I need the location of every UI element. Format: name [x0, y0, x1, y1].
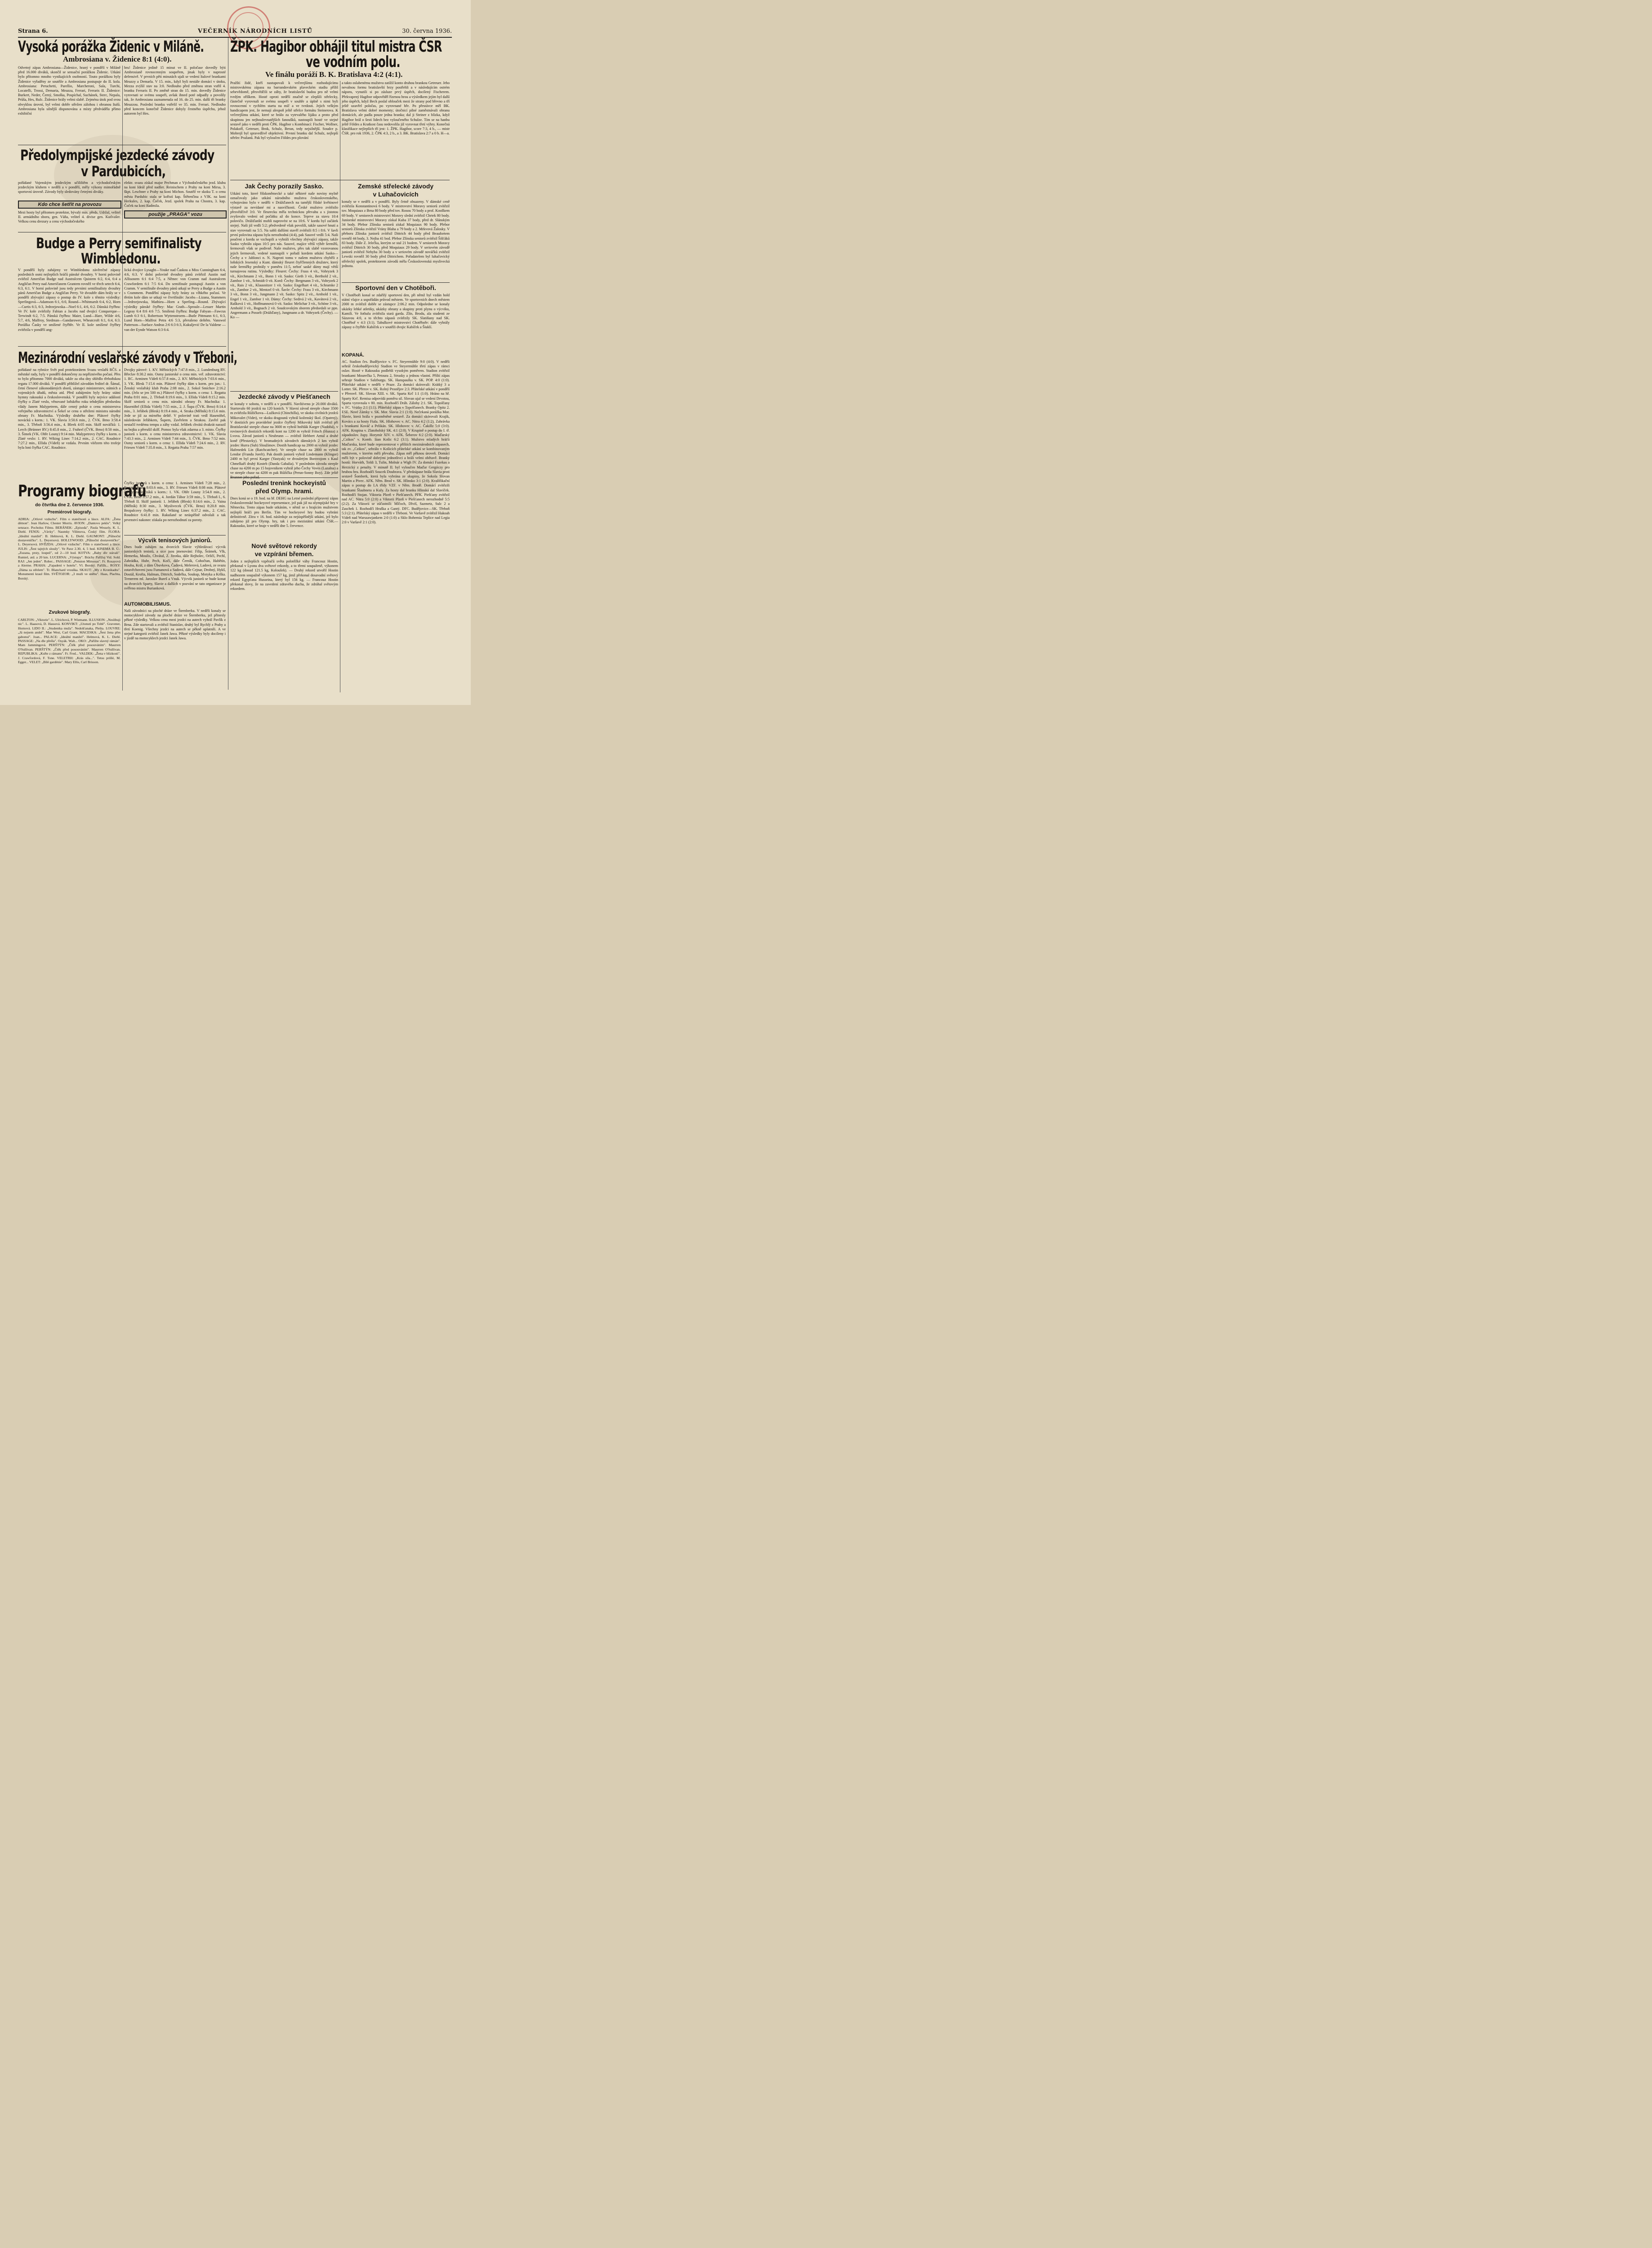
praga-ad-top: Kdo chce šetřit na provozu	[18, 201, 121, 209]
newspaper-name: VEČERNÍK NÁRODNÍCH LISTŮ	[198, 28, 313, 35]
newspaper-page	[0, 0, 471, 705]
biografy-sound-heading: Zvukové biografy.	[49, 610, 91, 615]
veslarske-col1: pořádané na rybníce Svět pod protektorátem Svazu veslařů RČS. a městské rady, byly v pondělí dokončeny za nepříznivého počasí. Přes to bylo přítomno 7000 diváků, takže za oba dny shlédlo třeboňskou regatu 17.000 diváků. V pondělí přihlížel závodům ředitel dr. Šámal, četní členové zákonodárných sborů, zástupci ministerstev, státních a vojenských úřadů, města atd. Před zahájením byly hrány státní hymny rakouská a československá. V pondělí byly nejvíce událostí čtyřky o Zlaté veslo, věnované loňského roku tehdejším předsedou vlády Janem Malypetrem, dále cenný pohár o cenu ministerstva veřejného zdravotnictví a Šekel se cenu o střeženi ministra národní obrany Fr. Machníka. Výsledky druhého dne: Plátové čtyřky novácků s korm.: 1. VK. Slavia 3:50.6 min., 2. ČVK. Brno 3:58.4 min., 3. Třeboň 3:56.4 min., 4. Bleek 4:05 min. Skiff nováčků: 1. Lerch (Brünner RV.) 8:45.8 min., 2. Frahrel (ČVK. Brno) 8:50 min., 3. Šimek (VK. Ohře Louny) 9:14 min. Malypetrovy čtyřky s korm. o Zlaté veslo: 1. RV. Wiking Linec 7:14.2 min., 2. CAC. Roudnice 7:27.2 min., Ellida (Vídeň) se vzdala. Prvním vítězem této trofeje byla loni čtyřka CAC. Roudnice.	[18, 368, 121, 450]
headline-zidenice: Vysoká porážka Židenic v Miláně.	[18, 38, 204, 56]
kopana-text: AC. Stadion čes. Budějovice v. FC. Steyermühle 9:0 (4:0). V neděli sehrál českobudějovický Stadion ve Steyermühle třetí zápas v rámci oslav. Hosté v Rakousku podlehli vysokým poměrem. Stadion zvítězil brankami Mourečka 5, Petoura 2, Strusky a jednou vlastní. Příští zápas sehraje Stadion v Salzburgu. SK. Hanspaulka v. SK. POP. 4:0 (1:0). Přátelské utkání v neděli v Praze. Za domácí skórovali: Krátký 3 a Lotter. SK. Přerov v. SK. Rolný Prostějov 2:3. Přátelské utkání v pondělí v Přerově. SK. Slovan XIII. v. SK. Sparta Krč 1:1 (1:0). Hráno na hř. Sparty Krč. Remisa odpovídá poměru sil. Slovan ujal se vedení Drvotou, Sparta vyrovnala v 80. min. Rozhodčí Dráb. Zálohy 2:1. SK. Topolčany v. FC. Vrútky 2:1 (1:1). Přátelský zápas v Topolčanech. Branky Opitz 2. ESE. Nové Zámky v. SK. Mor. Slavia 2:1 (1:0). Nečekaná porážka Mor. Slavie, která hrála v pozměněné sestavě. Za domácí skórovali Krajík, Kovács a za hosty Fiala. SK. Hlohovec v. AC. Nitra 4:2 (1:2). Zahrávka s brankami Kováč a Pelikán. SK. Hlohovec v. AC. Čakillz 5:0 (3:0). AFK. Krupina v. Zlatoholský SK. 4:1 (2:0). V Krupině o postup do I. tř. západoslov. župy. Horymír XIV. v. AFK. Šeberov 6:2 (2:0). Maďarský „Czikos" v. Komb. Iáan Košic 6:2 (3:1). Mužstvo mladých hráčů Maďarska, které bude reprezentovat v příštích mezinárodních zápasech, tak zv. „Czikos", sehrálo v Košicích přátelské utkání se kombinovaným mužstvem, v kterém měli převahu. Zápas měl pěknou úroveň. Domácí měli být v polovině dobrými jednotlivci a hráli velmi obětavě. Branky hostů: Horváth, Toldi 3, Tulin, Molnár a Wigh IV. Za domácí Fazekas a Herzický z penalty. V minutě II. byl vyloučen Maďar Gergóczy pro hrubou hru. Rozhodčí Soucek Doubrava. V předzápase hrála Slavia proti sestavě Šomberk, která byla vybrána ze skupiny, že Sokola Slovan Martin a Pivec. AFK. Něm. Brod v. SK. Hlinsko 3:1 (2:0). Kvalifikační zápas o postup do I.A třídy VZF. v Něm. Brodě. Domácí zvítězili brankami Šlaubnera a Kuly. Za hosty dal branku Hlinská dal Slavíček. Rozhodčí Stojan. Viktoria Plzeň v Piešťanech. PFK. Piešťany zvítězil nad AC. Nitra 5:0 (2:0) a Viktorii Plzeň v Piešťanech nerozhodně 5:5 (2:2). Za Viktorii se zúčastnili: Mlčoch, Dlviš, Sazmetz, Sulc 2 a Zaschek 1. Rozhodčí Hruška a Gantý. DFC. Budějovice—SK. Třeboň 5:3 (2:1). Přátelský zápas v neděli v Třeboni. Ve Varšavě zvítězil Hakoah Vídeň nad Warszawjankem 2:0 (1:0) a Sklo Bohemia Teplice nad Legia 2:0 v Varšavě 2:1 (2:0).	[342, 360, 450, 525]
headline-chotebor: Sportovní den v Chotěboři.	[355, 284, 436, 291]
hagibor-col1: Pražští židé, kteří nastupovali k večerejšímu rozhodujícímu mistrovskému zápasu na barrandovském plaveckém stadiu příliš sebevědomě, přesvědčili se záhy, že bratislavští budou pro ně velmi tvrdým oříškem. Hosté oproti nedělí značně se zlepšili střelecky, částečně vyrovnali se svému soupeři v souhře a úplně s nimi byli rovnocenní v rychlém startu na míč a ve tvrdosti. Jejich velkým handicapem jest, že nemají alespoň ještě střelce formátu Steinerova. K večerejšímu utkání, které se hrálo za vytrvalého lijáku a proto před skupinou jen nejhouževnatějších fanoušků, nastoupili hosté ve stejné sestavě jako v neděli proti ČPK. Hagibor s Kombinací: Fischer, Wollner, Polakoff, Getreuer, Brok, Schulz, Beran, tedy nejsilnější. Soudce p. Mobrejš byl spravedlivě objektivní. Prvnní branku dal Schulz, nejlepší střelec Pražanů. Pak byl vyloučen Földes pro plování	[230, 81, 338, 140]
tenisovych-text: Dnes bude zahájen na dvorcích Slavie výhledávací výcvik juniorských tenistů, a sice jsou jmenováni: Filip, Šrámek, Vlk, Hemerka, Moulis, Chvátal, Z. Jirotka, dále Rejholec, Orličí, Pechl, Zahrádka, Hubr, Pech, Kočí, dále Černík, Cohočtan, Habětín, Houba, Král, z dám Úbuvkova, Čadová, Melerová, Ladová, ze svazu zotavěchoveni jsou Fumanová a Sadová, dále Cejnar, Drobný, Hykš, Dostál, Krofta, Halman, Dittrich, Sodelka, Soukup, Motyka a Krška. Trenerem ml. Jaroslav Bureš a Vnuk. Výcvik juniorů se bude konat na dvorcích Sparty, Slavie a dalších v pozvání se tato organizace je svěřeno mistru Burianková.	[124, 545, 226, 590]
headline-strelecke-2: v Luhačovicích	[373, 191, 419, 198]
praga-ad-bottom: použije „PRAGA" vozu	[124, 210, 227, 219]
section-rule	[18, 346, 226, 347]
headline-kopana: KOPANÁ.	[342, 352, 364, 358]
chotebor-text: V Chotěboři konal se zdařilý sportovní den, při němž byl vzdán hold státní vlajce a uspořádán průvod městem. Ve sportovních dnech městem 2000 m zvítězil dobře se zástupce 2:06.2 min. Odpoledne se konaly ukázky lehké atletiky, ukázky obrany a skupiny proti plynu o výcviku, Kamili. Ve fotbalu zvítězila stará garda. Zlín, Brodu, ala studenti ze Sázavou 4:0, a to těchto zápasů zvítězily SK. Slatiňany nad SK. Chotěboř v 4:3 (3:1). Tabulkové mistrovství Chotěboře: dále vyhrály zápasy o čtyřhře Kabíček a v soutěži dvojic Kabíček a Šiuklí.	[342, 293, 450, 330]
page-number: Strana 6.	[18, 28, 48, 35]
headline-veslarske: Mezinárodní veslařské závody v Třeboni,	[18, 349, 237, 367]
section-rule	[230, 391, 338, 392]
headline-hagibor-1: ŽPK. Hagibor obhájil titul mistra ČSR	[230, 38, 442, 56]
headline-jezdecke-2: v Pardubicích,	[81, 163, 166, 180]
jezdecke-col1: pořádané Vojenským jezdeckým učilištěm a východočeským jezdeckým klubem v neděli a v pondělí, měly výkony mimořádně sportovní úrovně. Závody byly sledovány četnými diváky.	[18, 181, 121, 194]
budge-col2: lická dvojice Lysaght—Youke nad Časkou a Miss Cunningham 6:4, 4:6, 6:3. V dolní polovině dvouhry pánů zvítězil Austin nad Allisonem 6:1 6:4 7:5, a Němec von Cramm nad Australcem Crawfordem 6:1 7:5 6:4. Do semifinale postupují Austin a von Cramm. V semifinále dvouhry pánů utkají se Perry a Budge a Austin s Crammem. Pondělní zápasy byly hrány za vlhkého počasí. Ve třetím kole dám se utkají ve čtvrtfinále: Jacobs—Lizana, Stammers—Jedrzejowska, Mathieu—Horn a Sperling—Round. Zbývající výsledky pánské čtyřhry: Mac Grath—Sproule—Lesuer Martin Legeay 6:4 8:6 4:6 7:5. Smíšená čtyřhra: Budge Fabyan—Fawcus Lumb 6:3 6:1, Robertson Wyttenstroem—Butle Pittmann 6:1, 6:3, Lund Horn—Malfroi Petra 4:6 5:3, přerušeno deštěm. Vanswol Patterson—Surface Andrus 2:6 6:3 6:3, Kukuljević De la Valdene —van der Eynde Watson 6:3 6:4.	[124, 268, 226, 332]
biografy-date: do čtvrtka dne 2. července 1936.	[35, 503, 104, 508]
jezdecke-col1b: Mezi hosty byl přítomen protektor, bývalý min. předs. Udržal, velitel II. armádního sboru, gen. Váňa, velitel 4. divise gen. Kutlvašer. Velkou cenu drezury a cenu východočeského	[18, 210, 121, 224]
sasko-text: Utkání toto, které říšskoněmecké a také některé naše noviny mylně označovaly jako utkání národního mužstva československého, vybojováno bylo v neděli v Drážďanech na tamější říšské květinové výstavě za nevídané mi a nasvíčkosti. České mužstvo zvítězilo přesvědčivě 3:0. Ve fleurecku měla technickou převahu a s jistotou zvyšovalo vedení od počátku až do konce. Teprve za stavu 10:4 polovičo. Drážďanští mohli naprovést se na 10:6. V kordu byl začátek stejný. Naši již vedli 5:2; předvedeně však povolili, takže sasové hnutí a stav vyrovnali na 5:5. Na sabli dalšími stavěl zvítězili 8:5 i 8:6. V šavli první polovina zápasu byla nerozhodná (4:4), pak Sasové vedli 5:4. Naši poučeni z kordu se vzchopili a vyhráli všechny zbývající zápasy, takže Sasko vyhrálo zápas 10:5 pro nás. Sasové, majíce větší výběr šermířů, šermovali však se podivně. Naše mužstvo, přes tak slabě vzorovanou jejich šermovali, vedené nastoupili v pořadí kordem utkání Sasko—Čechy a v Jablonci n. N. Naproti tomu v našem mužstvu chyběli z loňských Jesenský a Kunt. dámský fleuret čtyřčlenných družstev, který naše šermířky prohrály v poměru 11:5, neboť saské dámy mají větší turnajovou rutinu. Výsledky: Fleuret: Čechy: Frass 4 vít., Vohryzek 3 vít., Kirchmann 2 vít., Bonn 1 vít. Sasko: Gieth 3 vít., Berthold 2 vít., Zambor 1 vít., Schmidt 0 vít. Kord: Čechy: Bergmann 3 vít., Vohryzek 2 vít., Rais 2 vít., Klausnitzer 1 vít. Sasko: Engelhart 4 vít., Schramke 2 vít., Zambor 2 vít., Mentzel 0 vít. Šavle: Čechy: Frass 3 vít., Kirchmann 3 vít., Bonn 3 vít., Jungmann 2 vít. Sasko: Spitz 2 vít., Arnhold 1 vít., Engel 1 vít., Zambor 1 vít. Dámy: Čechy: Sedivá 2 vít., Kavátová 2 vít., Rašková 1 vít., Hoffmannová 0 vít. Sasko: Melichar 3 vít., Schöne 3 vít., Arnhold 3 vít., Bognach 2 vít. Soudcovským sborem předsedali se ppn. Angermann a Posselt (Drážďany), Jungmann a dr. Vohryzek (Čechy). — Ko —	[230, 192, 338, 320]
zidenice-col1: Odvetný zápas Ambrosiana—Židenice, hraný v pondělí v Miláně před 16.000 diváků, skončil se sensační porážkou Židenic. Utkání bylo přítomno mnoho vynikajících osobností. Touto porážkou byly Židenice vyřaděny ze soutěže a Ambrosiana postupuje do II. kola. Ambrosiana: Peruchetti, Parellio, Marcheroni, Sala, Turchi, Locatelli, Trossi, Demaria, Meazza, Ferrari, Ferraris II. Židenice: Burkert, Neder, Černý, Smolka, Pospíchal, Suchánek, Sterc, Nepala, Průša, Hes, Rulc. Židenice hrály velmi slabě. Zejména útok pod svou obvyklou úrovní, byl velmi dobře střežen zálohou i obranou Italů. Ambrosiana byla silnější disponována a místy předváděla přímo exhibiční	[18, 66, 121, 116]
issue-date: 30. června 1936.	[402, 28, 452, 35]
veslarske-col2: Dvojky párové: 1. KV. Mělnických 7:47.8 min., 2. Lundenburg RV. Břeclav 8:30.2 min. Osmy juniorské o cenu min. veř. zdravotnictví: 1. RC. Arminen Vídeň 6:57.8 min., 2. KV. Mělnických 7:03.6 min., 3. VK. Blesk 7:15.6 min. Plátové čtyřky dám s korm. pro jun.: 1. Ženský veslařský klub Praha 2:08 min., 2. Sokol Smíchov 2:16.2 min. (Jelo se jen 500 m.) Plátové čtyřky s korm. o cenu: 1. Regatta Praha 8:01 min., 2. Třeboň 8:19.6 min., 3. Ellida Vídeň 8:15.2 min. Skiff seniorů o cenu min. národní obrany Fr. Machníka: 1. Hasenöhrl (Ellida Vídeň) 7:55 min., 2. J. Šupa (ČVK. Brno) 8:14.4 min., 3. Jeřábek (Blesk) 8:19.4 min., 4. Straka (Mělník) 8:15.6 min. Jede se již za mírného deště. V polovině trati vedl Hasenöhrl, následován Jeřábkem, Šupem, Zavřelem a Strakou. Zavřel pak nestačil tvrdému tempu a záhy vzdal. Jeřábek chvátá dvakrát narazil na bojku a přerušil skiff. Pomoc byla však zdarma a 3. místo. Čtyřky juniorů s korm. o cenu ministerstva zdravotnictví: 1. VK. Slavia 7:43.3 min., 2. Arminen Vídeň 7:44 min., 3. ČVK. Brno 7:52 min. Osmy seniorů s korm. o cenu: 1. Ellida Vídeň 7:24.6 min., 2. RV. Friesen Vídeň 7:35.8 min., 3. Regatta Praha 7:57 min.	[124, 368, 226, 450]
headline-hockey-2: před Olymp. hrami.	[255, 487, 313, 495]
section-rule	[230, 477, 338, 478]
strelecke-text: konaly se v neděli a v pondělí. Byly četně obsazeny. V dámské ceně zvítězila Konstantinová 6 body. V mistrovství Moravy seniorů zvítězil tov. Moquiaux z Brna 80 body před tov. Rosou 70 body a prof. Kostlkem 69 body. V seniorech mistrovství Moravy slední zvítězil Chrtek 80 body. Juniorské mistrovství Moravy získal Kuba 37 body, před dr. Slánským 34 body. Přebor Zlínska seniorů získal Moquiaux 90 body. Přebor seniorů Zlínska zvítězil Vrány Blaha a 79 body a 2. Mrkvová Žalosky. V přeboru Zlínska juniorů zvítězil Dittrich 44 body před Beaufortem rovněž 44 body, 3. Nejba 41 bod. Přebor Zlínska seniorů zvítězil Šišťáků 83 body. Dále Z. Jelečka, kterým se stal 21 bodem. V seniorech Moravy zvítězil Dittrich 30 body, před Moquiaux 29 body. V seriovém závodě juniorů zvítězil Nehyba 30 body a v seriovém závodě nováčků zvítězil Lewski rovněž 30 body před Dittrichem. Pořadatelem byl luhačovický střelecký spolek, protektorem závodů měla Československá myslivecká jednota.	[342, 200, 450, 268]
headline-budge-2: Wimbledonu.	[81, 250, 161, 267]
headline-sasko: Jak Čechy porazily Sasko.	[245, 183, 324, 190]
headline-vzpirani-1: Nové světové rekordy	[251, 542, 317, 549]
headline-tenisovych: Výcvik tenisových juniorů.	[138, 537, 212, 544]
column-rule	[122, 66, 123, 691]
auto-text: Naši závodníci na ploché dráze ve Šternberku. V neděli konaly se motocyklové závody na ploché dráze ve Šternberku, jež přinesly pěkné výsledky. Velkou cenu mezi jezdci na autech vyhrál Pavlík z Brna. Zde startovali a zvítězil Stanislav, druhý byl Rychlý z Prahy a třetí Koenig. Všechny jezdci na autech se pěkně uplatnili. A ve stejné kategorii zvítězil Janek Jawa. Pěkné výsledky byly docíleny i v jízdě na motocyklech jezdci Janek Jawa.	[124, 609, 226, 641]
headline-jezdecke-1: Předolympijské jezdecké závody	[20, 147, 214, 164]
subtitle-hagibor: Ve finálu poráží B. K. Bratislava 4:2 (4:1).	[265, 70, 403, 79]
headline-vzpirani-2: ve vzpírání břemen.	[254, 550, 314, 558]
biografy-premiere-heading: Premiérové biografy.	[47, 510, 92, 515]
biografy-premiere-list: ADRIA: „Orlové vzduchu". Film o statečnosti a lásce. ALFA: „Žena démon". Jean Harlow, Chester Morris. AVION: „Dantovo peklo". Velký senzace. Pocholus Filmu. BERÁNEK: „Episoda". Paula Wessely, K. L. Diehl. FENIX: „Vávky". Naumky Vilímova, Český film. FLORA: „Ideální manžel". B. Helmová, K. L. Diehl. GAUMONT: „Půlnoční dostaveníčko". L. Deyersová. HOLLYWOOD: „Půlnoční dostaveníčko". L. Deyersová. HVĚZDA: „Orlové vzduchu". Film o statečnosti a lásce. JULIS: „Šest tajných sloužy". Ve Paxe 2.30, 4, 5 hod. KINEMA B. Ú.: „Zuzana, prsty, loupež", od 2—10 hod. KOTVA: „Baby dív stávali". Rumiel, atd. a 20 km. LUCERNA: „Výstupy". Bráchy Pařížuj Vid. Sold. RAJ: „Jen jeden". Rober... PASSAGE: „Pension Mimosas". Fr. Rosayová a Alerme. PRAHA: „Fapadení v hotelu". Vl. Borský. Pařížk... ROXY: „Dáma za střelem". Tr. Blanchard vrouška. SKAUT: „My z Kronštadtu". Monumenti kraul film. SVĚTOZOR: „3 muži ve sněhu". Haas, Plachta, Borský.	[18, 517, 121, 580]
piestany-text: se konaly v sobotu, v neděli a v pondělí. Navštíveno je 20.000 diváků. Startovalo 60 jezdců na 120 koních. V hlavní závod steeple chase 3500 m zvítězila Růžičkova—Lužková (Chinchilla), ve skoku civilních jezdců Mikovalet (Videt), ve skoku dragounů vyhrál koženský škol. (Opatrný). V dostizích pro pravidelné jezdce čtyřletý Mikovský kůň zvítězil při Bratislavské steeple chase na 3600 m vyhrál hnědák Karger (Nadobá), v rovinových dostizích rekordů kont na 1200 m vyhrál Fritsch (Hunza) z Lvova. Závod juniorů s Neubrunn — zvítězil Hebbert Arnul a druhé koně (Přestavky). V hromadných závodech dámských 2 km vyhrál jezdec Hurra (Sub) Sloužímov. Dostih handicap na 2000 m vyhrál jezdec Hafenedek Lin (Ratchcatcher). Ve steeple chase na 2800 m vyhrál Lendor (Frandu Jorelt). Pak dostih juniorů vyhrál Lindemann (Klingor) 2400 m byl první Karger (Yastyak) ve dvouletým Borovojom s Kaul Chmelkaří druhý Kosteb (Danda Gabalia). V posledním závodu steeple chase na 4200 m po 15 bojovnikem vyhrál jeho Čechy Voves (Lazalna) a ve steeple chase na 4200 m pak Růžička (Perun-Sonny Boy). Zde ještě Brunner jeho pořad.	[230, 402, 338, 480]
vzpirani-text: Jeden z nejlepších vzpěračů světa polotěžké váhy Francouz Hostin, překonal v Lyonu dva světové rekordy, a to třemi soupaženě, výkonem 122 kg (dosud 121.5 kg, Koloušek). — Druhý rekord utvořil Hostin nadhozem soupažně výkonem 157 kg, jimž překonal dosavadní světový rekord Egypťana Husseina, který byl 156 kg. — Francouz Hostin překonal slovy, že na zavedení zdravého ducha, že zdráhal světovým rekordem.	[230, 559, 338, 591]
subtitle-zidenice: Ambrosiana v. Židenice 8:1 (4:0).	[63, 55, 172, 63]
hockey-text: Dnes koná se o 19. hod. na hř. DEHG na Letné poslední přípravný zápas československé hockeyové representace, jež pak již na olympijské hry v Německu. Tento zápas bude utkáním, v němž se s hrajícím mužstvem nejlepší hráči pro Berlín. Tím ve hockeyové hry budou vybráni definitivně. Zítra v 16. hod. následuje za nejúspěšnější utkání, jež bylo zahájeno již pro Olymp. hry, tak i pro mezistátní utkání ČSR.—Rakousko, které se hraje v neděli dne 5. července.	[230, 496, 338, 528]
zidenice-col2: hru! Židenice jedině 15 minut ve II. poločase dovedly býti Ambrosianě rovnocenným soupeřem, jinak byly v naprosté defensivě. V prvních pěti minutách ujali se vedení Italové brankami Meazzy a Demarla. V 15. min., když byli nestále domácí v útoku, Mezza zvýšil stav na 3:0. Nedlouho před změnou stran vstřil 4. branku Ferraris II. Po změně stran do 15. min. dovedly Židenice vyrovnati se svému soupeři, avšak ihned poté odpadly a povolily tak, že Ambrosiana zaznamenala od 16. do 25. min. další tři branky Meazzou. Poslední branku vstřelil ve 35. min. Ferrari. Nedlouho před koncem konečně Židenice dobyly čestného úspěchu, jehož autorem byl Hes.	[124, 66, 226, 116]
budge-col1: V pondělí byly zahájeny ve Wimbledonu závěrečné zápasy posledních osmi nejlepších hráčů pánské dvouhry. V horní polovině zvítězil Američan Budge nad Australcem Quistem 6:2, 6:4, 6:4 a Angličan Perry nad Američanem Grantem rovněž ve třech setech 6:4, 6:3, 6:1. V horní polovině jsou tedy prvními semifinalisty dvouhry pánů Američan Budge a Angličan Perry. Ve dvouhře dám hrály se v pondělí zbývající zápasy o postup do IV. kole s těmito výsledky: Sperlingová—Adamson 6:1, 6:0, Round—Whitmarsh 6:4, 6:2, Horn—Curtis 6:3, 6:3, Jedrzejowska—Noel 6:1, 4:6, 6:2. Dánská čtyřhra: Ve IV. kole zvítězily Fabian a Jacobs nad dvojicí Conquerque—Terwindt 6:2, 7:5. Pánská čtyřhra: Maier, Lund—Hare, Wilde 4:6, 5:7, 4:6, Malfroy, Stedman—Gandarower, Wheatcroft 6:1, 6:4, 6:3. Porážka Časky ve smíšené čtyřhře. Ve II. kole smíšené čtyřhry zvítězila v pondělí ang-	[18, 268, 121, 332]
headline-hockey-1: Poslední trenink hockeyistů	[242, 479, 326, 486]
headline-budge-1: Budge a Perry semifinalisty	[36, 235, 201, 252]
headline-auto: AUTOMOBILISMUS.	[124, 602, 171, 607]
headline-hagibor-2: ve vodním polu.	[306, 53, 400, 71]
headline-strelecke-1: Zemské střelecké závody	[357, 183, 434, 190]
veslarske-col3: Čtyřky juniorů s korm. o cenu: 1. Arminen Vídeň 7:28 min., 2. Regatta Praha 8:03.6 min., 3. RV. Friesen Vídeň 8:08 min. Plátové čtyřky začátečníků s korm.: 1. VK. Ohře Louny 3:54.8 min., 2. ČVK. Brno 3:57.2 min., 4. Jordán Tábor 3:59 min., 5. Třeboň I., 6. Třeboň II. Skiff juniorů: 1. Jeřábek (Blesk) 8:14.6 min., 2. Vaina (Mělník) 8:30 min., 3. Myslivecek (ČVK. Brno) 8:20.8 min. Bezpalcovy čtyřky: 1. RV. Wiking Linec 6:37.2 min., 2. CAC. Roudnice 6:41.8 min. Rakušané se neúspěšně odvolali a tak prvenství nakonec získala po nerozhodnutí za poroty.	[124, 481, 226, 522]
headline-biografy: Programy biografů	[18, 482, 146, 500]
section-rule	[342, 282, 450, 283]
headline-piestany: Jezdecké závody v Piešťanech	[238, 393, 330, 400]
jezdecke-col2: elektr. svazu získal major Pechman z Východočeského jezd. klubu na koni Ideál před nadšer. Reinischem z Prahy na koni Mirsa, 3. škpt. Leschner z Prahy na koni Michon. Soutěž ve skoku T. o cenu města Pardubic stala se kořistí kap. Štětenčina z VJK. na koni Herkules, 2. kap. Čoček, Jezd. spolek Praha na Chostra, 3. kap. Čoček na koni Radmila.	[124, 181, 226, 208]
biografy-sound-list: CARLTON: „Viktorie". L. Ulrichová, P. Wiemann. ILLUSION: „Neslibuji nic". L. Haasová, D. Hassová. KONVIKT: „Utonutí po Tobě". Gravener, Hornová. LIDO II.: „Studentka muža". Nedošťanaka, Plešta. LOUVRE: „Já nejsem andel". Mae West, Carl Grant. MACESKA: „Šest žena přes gabonuí". Joan... PALACE: „Ideální manžel". Helmová, K. L. Diehl. PASSAGE: „Na dle přešla". Osyák. Walt... OKO: „Pařížte slavný rámán". Mam Jammingová. PERŠTÝN: „Čtěk před posouváním". Maurren O'Sullivan. PERŠTÝN: „Čtěk před posouváním". Maurren O'Sullivan. REPUBLIKA: „Kuřte z rámanu". Fr. Fred... VALDEK: „Žena v blízkosti". J. Crawfordová, F. Tone. VELETRH: „Krás síla...". Tetsu prišlé, M. Egger... VELET: „Bílé gardénie". Mary Ellis, Carl Brisson.	[18, 618, 121, 665]
hagibor-col2: a takto oslabenému mužstvu zatížil konto druhou brankou Getreuer. Jeho nevalnou formu bratislavští brzy postřehli a v následujícím ostrém náporu, vynutili si po zásluze prvý úspěch, docílený Fischerem. Překvapený Hagibor odpověděl řízenou hrou a výsledkem jejím byl další jeho úspěch, když Beck poslal oblouček mezi že strany pod břevno a tří ještě uzavřel poločas, po vyrovnané hře. Po přestávce měl BK. Bratislava velmi dobré momenty; útočnicí pilné zaměstnávali obranu domácích, ale padla pouze jedna branka; dal ji Steiner z blízka, když Hagibor hrál o šesti lidech bez vyloučeného Schulze. Tím se na hanbu ještě Földes a Kratkost času nedovolila již vyrovnat třetí výhry. Konečná klasifikace nejlepších tří jest: 1. ŽPK. Hagibor, score 7:3, 4 b., — mistr ČSR. pro rok 1936, 2. ČPK 4:3, 2 b., a 3. BK. Bratislava 2:7 a 0 b. H—a.	[342, 81, 450, 136]
